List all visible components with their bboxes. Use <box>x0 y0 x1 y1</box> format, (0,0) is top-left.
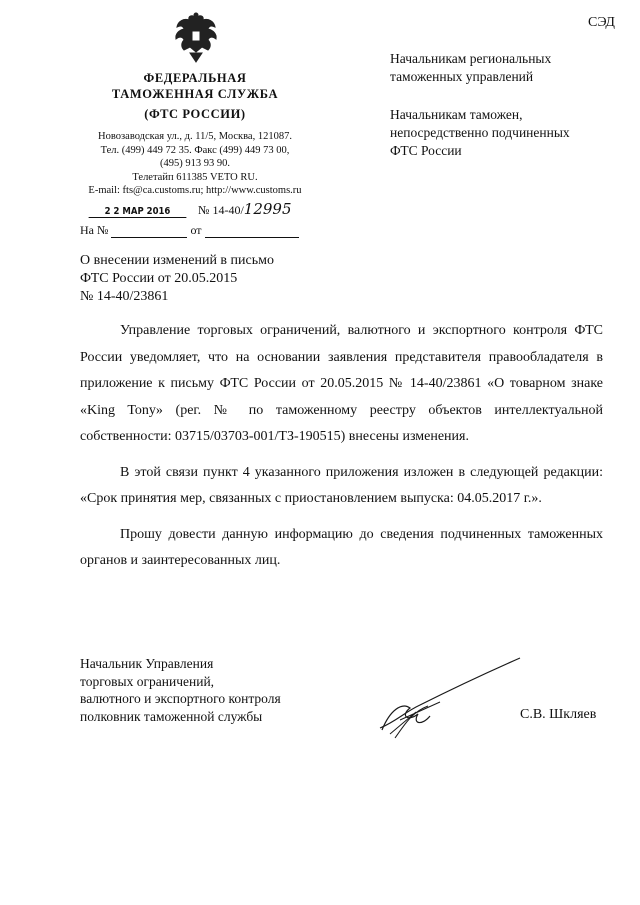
addressee-line: Начальникам региональных <box>390 51 552 66</box>
contact-details <box>55 130 335 198</box>
subject-line: № 14-40/23861 <box>80 289 169 304</box>
email-web: E-mail: fts@ca.customs.ru; http://www.customs.ru <box>88 185 302 196</box>
org-name-line-1: ФЕДЕРАЛЬНАЯ <box>143 71 247 85</box>
registration-number-prefix: № 14-40/ <box>198 203 244 217</box>
addressee-customs <box>390 106 570 160</box>
addressee-line: Начальникам таможен, <box>390 107 523 122</box>
reference-number-label: На № <box>80 223 109 237</box>
reference-date-blank <box>205 226 299 238</box>
organization-abbreviation: (ФТС РОССИИ) <box>144 107 246 121</box>
body-paragraph: Прошу довести данную информацию до сведения подчиненных таможенных органов и заинтересованных лиц. <box>80 526 603 568</box>
routing-mark: СЭД <box>588 15 615 30</box>
signatory-position <box>80 655 281 725</box>
handwritten-signature <box>360 650 530 740</box>
address: Новозаводская ул., д. 11/5, Москва, 121087. <box>98 131 292 142</box>
position-line: валютного и экспортного контроля <box>80 691 281 706</box>
addressee-line: непосредственно подчиненных <box>390 125 570 140</box>
registration-date-stamp: 2 2 МАР 2016 <box>89 206 187 218</box>
position-line: полковник таможенной службы <box>80 708 263 724</box>
organization-name <box>60 70 330 102</box>
position-line: торговых ограничений, <box>80 673 215 689</box>
addressee-regional <box>390 50 551 86</box>
subject-line: ФТС России от 20.05.2015 <box>80 271 238 286</box>
registration-number-handwritten: 12995 <box>243 200 292 218</box>
body-paragraph: Управление торговых ограничений, валютного и экспортного контроля ФТС России уведомляет, что на основании заявления представителя правообладателя в приложение к письму ФТС России от 20.05.2015 № 14-40/23861 «О товарном знаке «King Tony» (рег. № по таможенному реестру объектов интеллектуальной собственности: 03715/03703-001/ТЗ-190515) внесены изменения. <box>80 323 603 444</box>
double-headed-eagle-emblem-icon <box>172 12 220 64</box>
addressee-line: таможенных управлений <box>390 69 534 84</box>
letter-body <box>80 318 603 575</box>
letter-subject <box>80 252 340 306</box>
reference-line <box>80 223 299 238</box>
reference-number-blank <box>111 226 187 238</box>
position-line: Начальник Управления <box>80 656 214 671</box>
reference-date-label: от <box>190 223 202 237</box>
org-name-line-2: ТАМОЖЕННАЯ СЛУЖБА <box>111 87 279 101</box>
addressee-line: ФТС России <box>390 143 462 158</box>
teletype: Телетайп 611385 VETO RU. <box>132 171 258 183</box>
phone-2: (495) 913 93 90. <box>160 158 230 169</box>
phone-fax: Тел. (499) 449 72 35. Факс (499) 449 73 00, <box>100 144 290 156</box>
signatory-name: С.В. Шкляев <box>520 707 597 722</box>
registration-line <box>80 200 292 218</box>
body-paragraph: В этой связи пункт 4 указанного приложения изложен в следующей редакции: «Срок принятия мер, связанных с приостановлением выпуска: 04.05.2017 г.». <box>80 464 603 506</box>
subject-line: О внесении изменений в письмо <box>80 253 274 268</box>
